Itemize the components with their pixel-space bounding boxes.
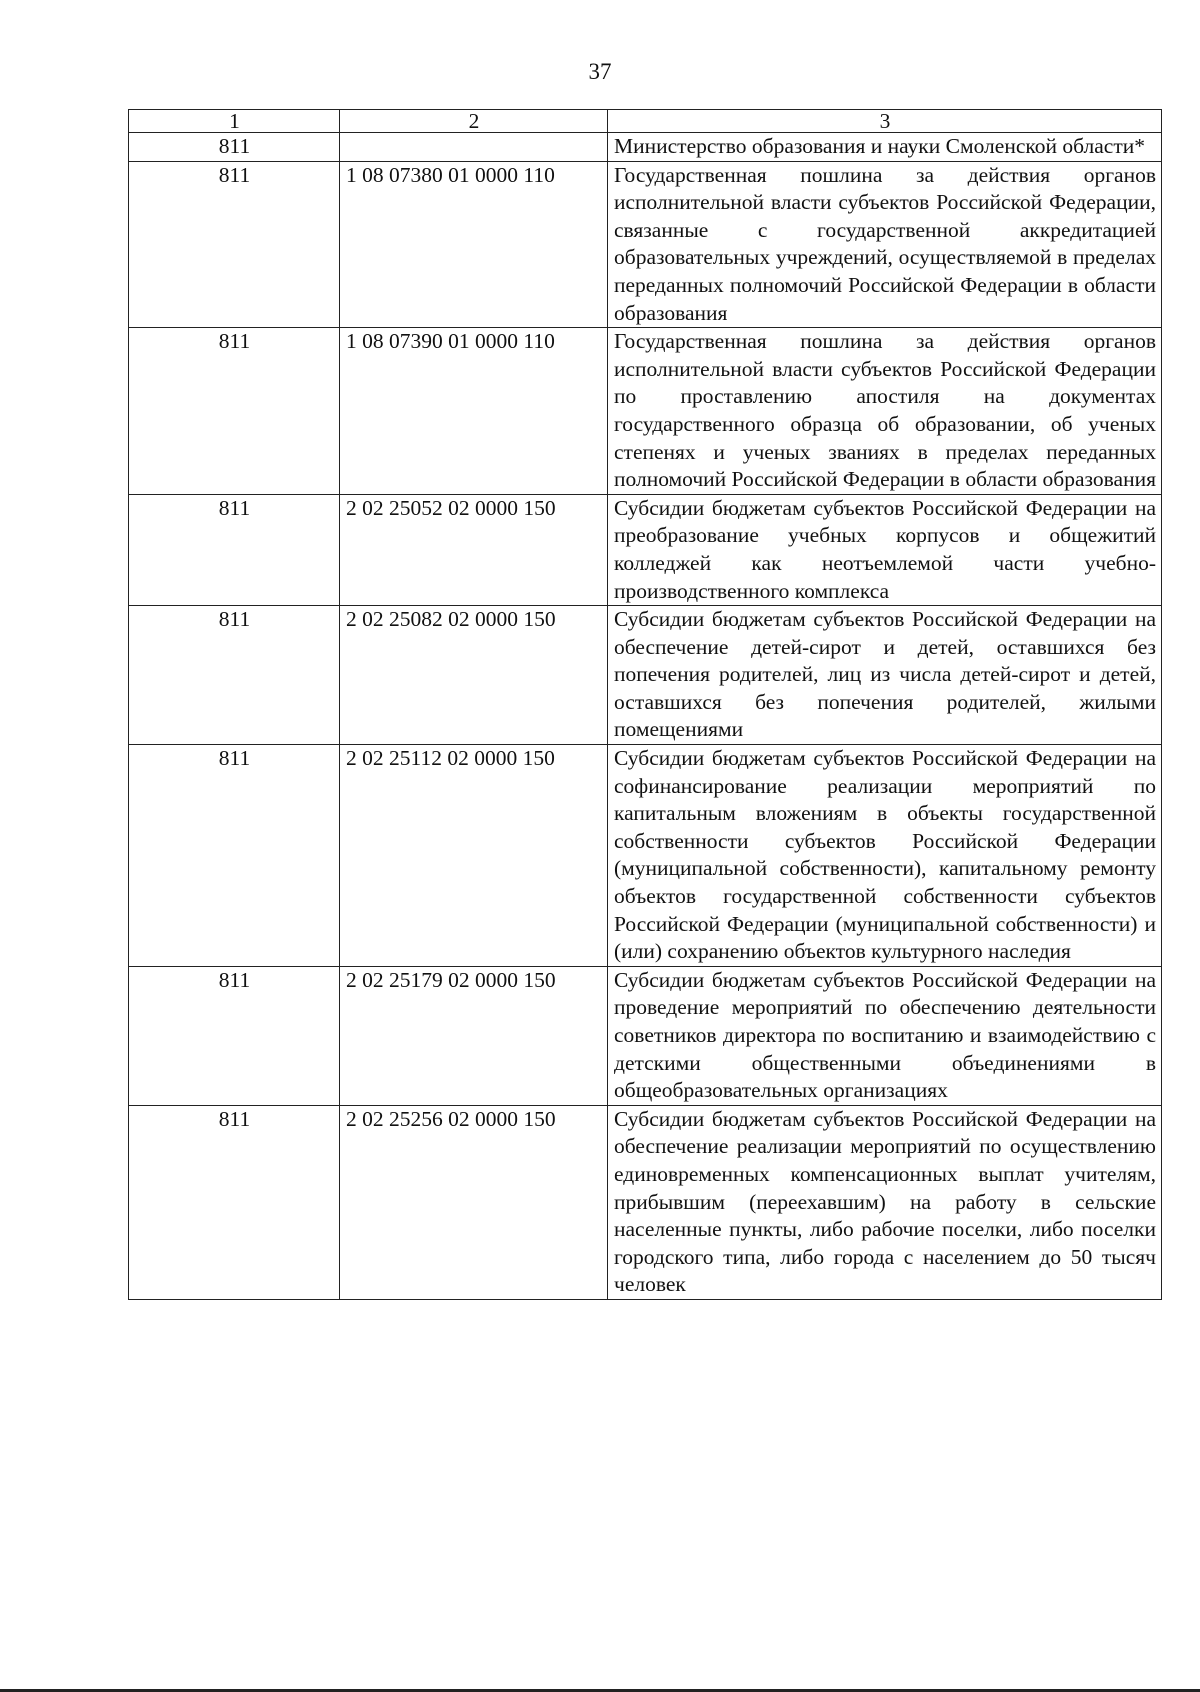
header-col-3: 3 xyxy=(608,110,1162,133)
table-row xyxy=(129,328,1162,495)
admin-code-cell: 811 xyxy=(129,1105,340,1299)
admin-code-cell: 811 xyxy=(129,745,340,967)
admin-code-cell: 811 xyxy=(129,161,340,328)
kbk-code-cell: 2 02 25082 02 0000 150 xyxy=(340,606,608,745)
description-cell: Субсидии бюджетам субъектов Российской Федерации на проведение мероприятий по обеспечению деятельности советников директора по воспитанию и взаимодействию с детскими общественными объединениями в общеобразовательных организациях xyxy=(608,966,1162,1105)
table-row xyxy=(129,606,1162,745)
admin-code-cell: 811 xyxy=(129,328,340,495)
kbk-table xyxy=(128,109,1162,1300)
admin-code-cell: 811 xyxy=(129,494,340,605)
kbk-code-cell: 1 08 07390 01 0000 110 xyxy=(340,328,608,495)
description-cell: Государственная пошлина за действия органов исполнительной власти субъектов Российской Федерации, связанные с государственной аккредитацией образовательных учреждений, осуществляемой в пределах переданных полномочий Российской Федерации в области образования xyxy=(608,161,1162,328)
kbk-code-cell xyxy=(340,133,608,162)
header-col-1: 1 xyxy=(129,110,340,133)
description-cell: Государственная пошлина за действия органов исполнительной власти субъектов Российской Федерации по проставлению апостиля на документах государственного образца об образовании, об ученых степенях и ученых званиях в пределах переданных полномочий Российской Федерации в области образования xyxy=(608,328,1162,495)
table-header-row xyxy=(129,110,1162,133)
header-col-2: 2 xyxy=(340,110,608,133)
description-cell: Субсидии бюджетам субъектов Российской Федерации на обеспечение реализации мероприятий по осуществлению единовременных компенсационных выплат учителям, прибывшим (переехавшим) на работу в сельские населенные пункты, либо рабочие поселки, либо поселки городского типа, либо города с населением до 50 тысяч человек xyxy=(608,1105,1162,1299)
kbk-code-cell: 2 02 25112 02 0000 150 xyxy=(340,745,608,967)
admin-code-cell: 811 xyxy=(129,606,340,745)
description-cell: Субсидии бюджетам субъектов Российской Федерации на преобразование учебных корпусов и общежитий колледжей как неотъемлемой части учебно-производственного комплекса xyxy=(608,494,1162,605)
description-cell: Субсидии бюджетам субъектов Российской Федерации на обеспечение детей-сирот и детей, оставшихся без попечения родителей, лиц из числа детей-сирот и детей, оставшихся без попечения родителей, жилыми помещениями xyxy=(608,606,1162,745)
description-cell: Министерство образования и науки Смоленской области* xyxy=(608,133,1162,162)
kbk-code-cell: 2 02 25052 02 0000 150 xyxy=(340,494,608,605)
table-row xyxy=(129,161,1162,328)
table-row xyxy=(129,745,1162,967)
kbk-code-cell: 2 02 25256 02 0000 150 xyxy=(340,1105,608,1299)
admin-code-cell: 811 xyxy=(129,966,340,1105)
kbk-code-cell: 1 08 07380 01 0000 110 xyxy=(340,161,608,328)
table-row xyxy=(129,1105,1162,1299)
table-row xyxy=(129,966,1162,1105)
page-number: 37 xyxy=(588,59,612,84)
description-cell: Субсидии бюджетам субъектов Российской Федерации на софинансирование реализации мероприятий по капитальным вложениям в объекты государственной собственности субъектов Российской Федерации (муниципальной собственности), капитальному ремонту объектов государственной собственности субъектов Российской Федерации (муниципальной собственности) и (или) сохранению объектов культурного наследия xyxy=(608,745,1162,967)
admin-code-cell: 811 xyxy=(129,133,340,162)
table-row xyxy=(129,133,1162,162)
kbk-code-cell: 2 02 25179 02 0000 150 xyxy=(340,966,608,1105)
table-row xyxy=(129,494,1162,605)
